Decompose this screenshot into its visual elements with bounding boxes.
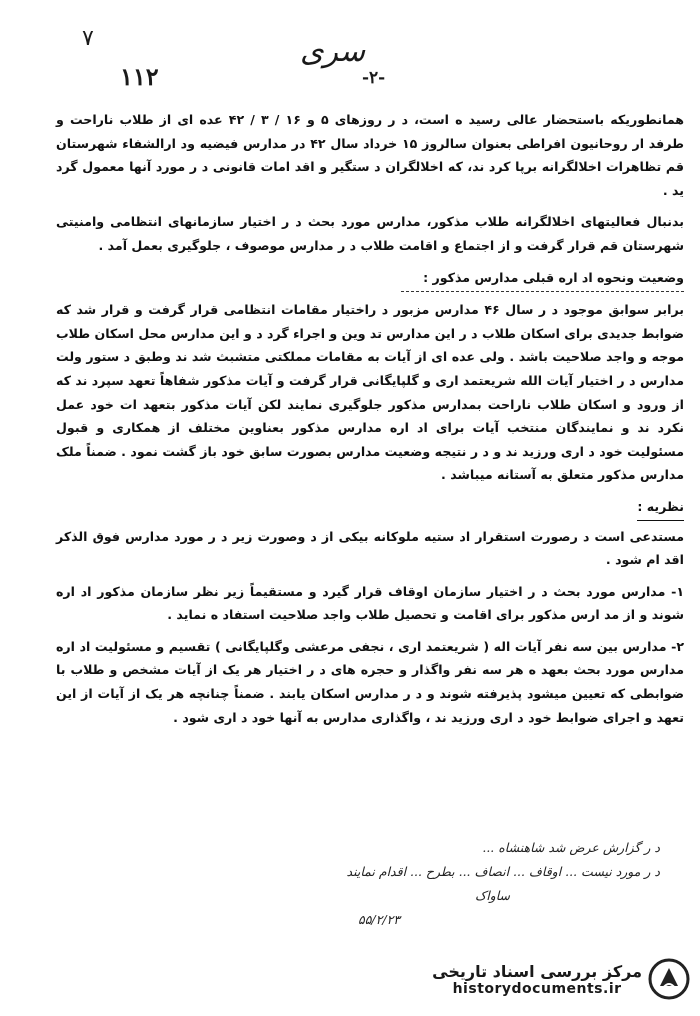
handwritten-notes bbox=[70, 836, 660, 932]
handwritten-note-line-2: د ر مورد نیست ... اوقاف ... انصاف ... بطرح ... اقدام نمایند bbox=[346, 864, 660, 879]
opinion-intro: مستدعی است د رصورت استقرار اد ستیه ملوکانه بیکی از د وصورت زیر د ر مورد مدارس فوق الذکر اقد ام شود . bbox=[56, 528, 684, 568]
watermark bbox=[410, 950, 690, 1008]
paragraph-2: بدنبال فعالیتهای اخلالگرانه طلاب مذکور، مدارس مورد بحث د ر اختیار سازمانهای انتظامی وامنیتی شهرستان قم قرار گرفت و از اجتماع و اقامت طلاب د ر مدارس موصوف ، جلوگیری بعمل آمد . bbox=[56, 214, 684, 253]
paragraph-3: برابر سوابق موجود د ر سال ۴۶ مدارس مزبور د راختیار مقامات انتظامی قرار گرفت و قرار شد که ضوابط جدیدی برای اسکان طلاب د ر این مدارس تد وین و اجراء گرد د و این مدارس محل اسکان طلاب موجه و واجد صلاحیت باشد . ولی عده ای از آیات به مقامات مملکتی متشبث شد ند وطبق د ستور ولت مدارس د ر اختیار آیات الله شریعتمد اری و گلپایگانی قرار گرفت و آیات مذکور شفاهاً تعهد سپرد ند که از ورود و اسکان طلاب ناراحت بمدارس مذکور جلوگیری نمایند لکن آیات مذکور بتعهد ات خود عمل نکرد ند و نمایندگان منتخب آیات برای اد اره مدارس مذکور بعناوین مختلف از همکاری و قبول مسئولیت خود د اری ورزید ند و د ر نتیجه وضعیت مدارس بصورت سابق خود باز گشت نمود . ضمناً ملک مدارس مذکور متعلق به آستانه میباشد . bbox=[55, 302, 685, 483]
watermark-text bbox=[432, 962, 642, 997]
divider bbox=[401, 291, 684, 292]
opinion-section bbox=[56, 495, 684, 521]
archive-number: ۱۱۲ bbox=[120, 62, 159, 91]
opinion-item-2: ۲- مدارس بین سه نفر آیات اله ( شریعتمد اری ، نجفی مرعشی وگلپایگانی ) تقسیم و مسئولیت اد اره مدارس مورد بحث بعهد ه هر سه نفر واگذار و حجره های د ر اختیار هر یک از آیات مشخص و طلاب با ضوابطی که تعیین میشود پذیرفته شوند و د ر مدارس اسکان یابند . ضمناً چنانچه هر یک از آیات از این تعهد و اجرای ضوابط خود د اری ورزید ند ، واگذاری مدارس به آنها خود د اری شود . bbox=[56, 638, 684, 725]
corner-mark: ٧ bbox=[82, 26, 94, 51]
signature: ساواک bbox=[475, 888, 510, 903]
handwritten-note-line-1: د ر گزارش عرض شد شاهنشاه ... bbox=[482, 840, 660, 855]
watermark-name: مرکز بررسی اسناد تاریخی bbox=[432, 961, 642, 981]
opinion-heading: نظریه : bbox=[637, 495, 684, 521]
paragraph-1: همانطوریکه باستحضار عالی رسید ه است، د ر روزهای ۵ و ۱۶ / ۳ / ۴۲ عده ای از طلاب ناراحت و طرفد ار روحانیون افراطی بعنوان سالروز ۱۵ خرداد سال ۴۲ در مدارس فیضیه ود ارالشفاء شهرستان قم تظاهرات اخلالگرانه برپا کرد ند، که اخلالگران د ستگیر و اقد امات قانونی د ر مورد آنها معمول گرد ید . bbox=[56, 112, 685, 198]
watermark-url: historydocuments.ir bbox=[452, 980, 622, 997]
section-heading-previous-status: وضعیت ونحوه اد اره قبلی مدارس مذکور : bbox=[423, 269, 684, 285]
page-number: -۲- bbox=[362, 68, 386, 88]
archive-logo-icon bbox=[648, 958, 690, 1000]
classification-stamp: سری bbox=[300, 34, 366, 69]
handwritten-date: ۵۵/۲/۲۳ bbox=[358, 912, 400, 927]
document-body bbox=[56, 108, 684, 737]
opinion-item-1: ۱- مدارس مورد بحث د ر اختیار سازمان اوقاف قرار گیرد و مستقیماً زیر نظر سازمان مذکور اد اره شوند و از مد ارس مذکور برای اقامت و تحصیل طلاب واجد صلاحیت استفاد ه نماید . bbox=[56, 583, 684, 623]
